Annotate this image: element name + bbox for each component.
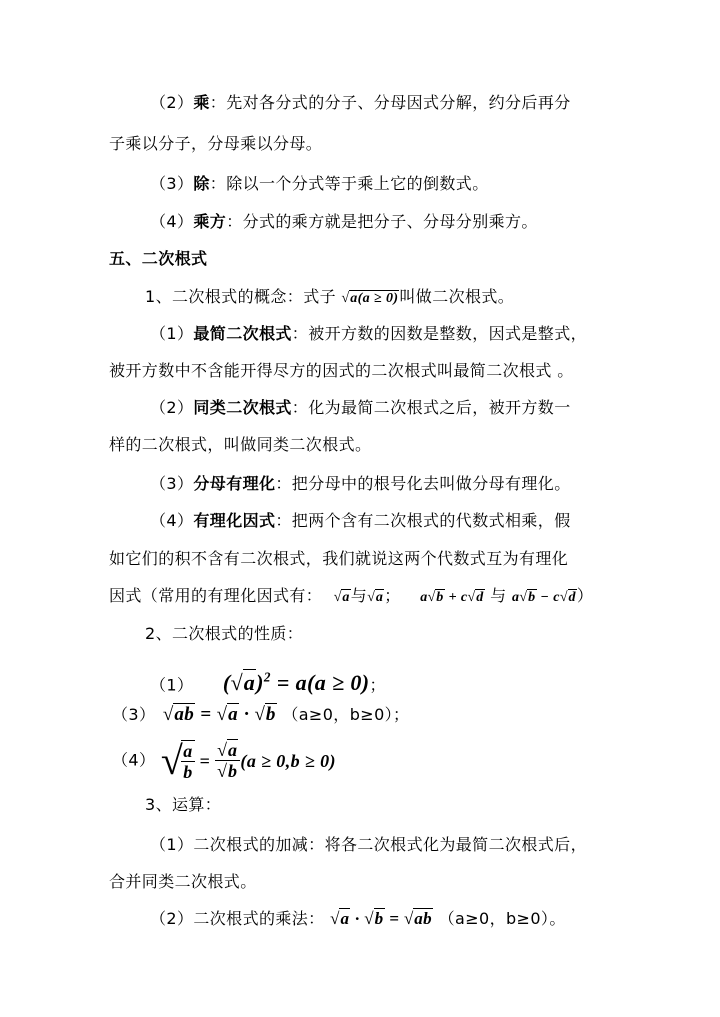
item-text: ：把两个含有二次根式的代数式相乘，假 [275,511,571,530]
paragraph-rational-factor-examples [109,585,593,609]
formula-sqrt-product: √ a · √ b = √ ab [330,909,433,928]
formula-a-sqrt-b-minus-c-sqrt-d: a √ b − c √ d [512,590,576,605]
paragraph-multiply [150,92,571,114]
term-bold: 乘方 [193,212,227,231]
item-number: （1） [150,675,194,695]
formula-sqrt-fraction: √ $\frac{a}{b}$ = √ a √ b (a ≥ 0,b ≥ 0) [160,737,336,783]
section-title: 五、二次根式 [109,249,208,268]
term-bold: 除 [193,174,210,193]
item-text: ：化为最简二次根式之后，被开方数一 [291,398,571,417]
connector-text: 与 [350,586,368,605]
condition-text: （a≥0，b≥0）。 [438,909,566,928]
condition-text: （a≥0，b≥0）； [282,705,410,724]
item-text: （1）二次根式的加减：将各二次根式化为最简二次根式后， [150,835,587,854]
operation-add-cont [109,871,257,893]
item-text: 子乘以分子，分母乘以分母。 [109,134,323,153]
property-4 [112,736,336,784]
paragraph-power [150,211,538,233]
term-bold: 同类二次根式 [193,398,292,417]
item-text: ：把分母中的根号化去叫做分母有理化。 [275,474,571,493]
paragraph-rationalize [150,473,571,495]
paragraph-divide [150,173,489,195]
paragraph-similar [150,397,571,419]
subsection-title: 3、运算： [145,795,222,814]
paragraph-multiply-cont [109,133,322,155]
item-text: （2）二次根式的乘法： [150,909,325,928]
item-text: 的概念：式子 [237,287,336,306]
item-text: 被开方数中不含能开得尽方的因式的二次根式叫最简二次根式 。 [109,361,574,380]
item-text: ：先对各分式的分子、分母因式分解，约分后再分 [209,93,571,112]
operation-add [150,834,587,856]
formula-sqrt-a: √ a(a ≥ 0) [341,291,399,306]
semicolon: ； [369,675,386,695]
paragraph-similar-cont [109,434,371,456]
item-number: （3） [150,174,194,193]
operation-multiply [150,908,566,930]
item-number: （1） [150,324,194,343]
properties-heading [145,623,303,645]
paragraph-rational-factor [150,510,571,532]
close-paren: ） [576,586,594,605]
separator: ； [384,586,401,605]
item-text: 合并同类二次根式。 [109,872,257,891]
operations-heading [145,794,221,816]
item-number: （4） [112,750,156,770]
paragraph-simplest-cont [109,360,574,382]
section-heading [109,248,207,270]
paragraph-rational-factor-cont [109,548,568,570]
term-bold: 最简二次根式 [193,324,292,343]
formula-a-sqrt-b-plus-c-sqrt-d: a √ b + c √ d [420,590,484,605]
concept-line [145,286,514,310]
term-bold: 有理化因式 [193,511,276,530]
formula-square-of-sqrt: ( √ a)$^2$ = a(a ≥ 0) [222,670,370,696]
subsection-title: 2、二次根式的性质： [145,624,304,643]
term-bold: 分母有理化 [193,474,276,493]
item-text: ：被开方数的因数是整数，因式是整式， [291,324,587,343]
item-text: 如它们的积不含有二次根式，我们就说这两个代数式互为有理化 [109,549,569,568]
item-text: 因式（常用的有理化因式有： [109,586,323,605]
item-number: （4） [150,511,194,530]
paragraph-simplest [150,323,587,345]
item-text: ：除以一个分式等于乘上它的倒数式。 [209,174,489,193]
item-text: ：分式的乘方就是把分子、分母分别乘方。 [226,212,538,231]
term-bold: 乘 [193,93,210,112]
property-3 [112,702,409,728]
item-number: 1、 [145,287,172,306]
item-number: （2） [150,398,194,417]
term-underlined: 二次根式 [171,287,238,306]
item-number: （3） [112,705,156,724]
item-number: （3） [150,474,194,493]
formula-sqrt-a: √ a [333,590,350,605]
item-number: （2） [150,93,194,112]
item-text: 叫做二次根式。 [399,287,515,306]
connector-text: 与 [490,586,507,605]
item-text: 样的二次根式，叫做同类二次根式。 [109,435,372,454]
formula-sqrt-a: √ a [367,590,384,605]
property-1 [150,664,386,699]
formula-sqrt-ab: √ ab = √ a · √ b [162,704,276,725]
item-number: （4） [150,212,194,231]
